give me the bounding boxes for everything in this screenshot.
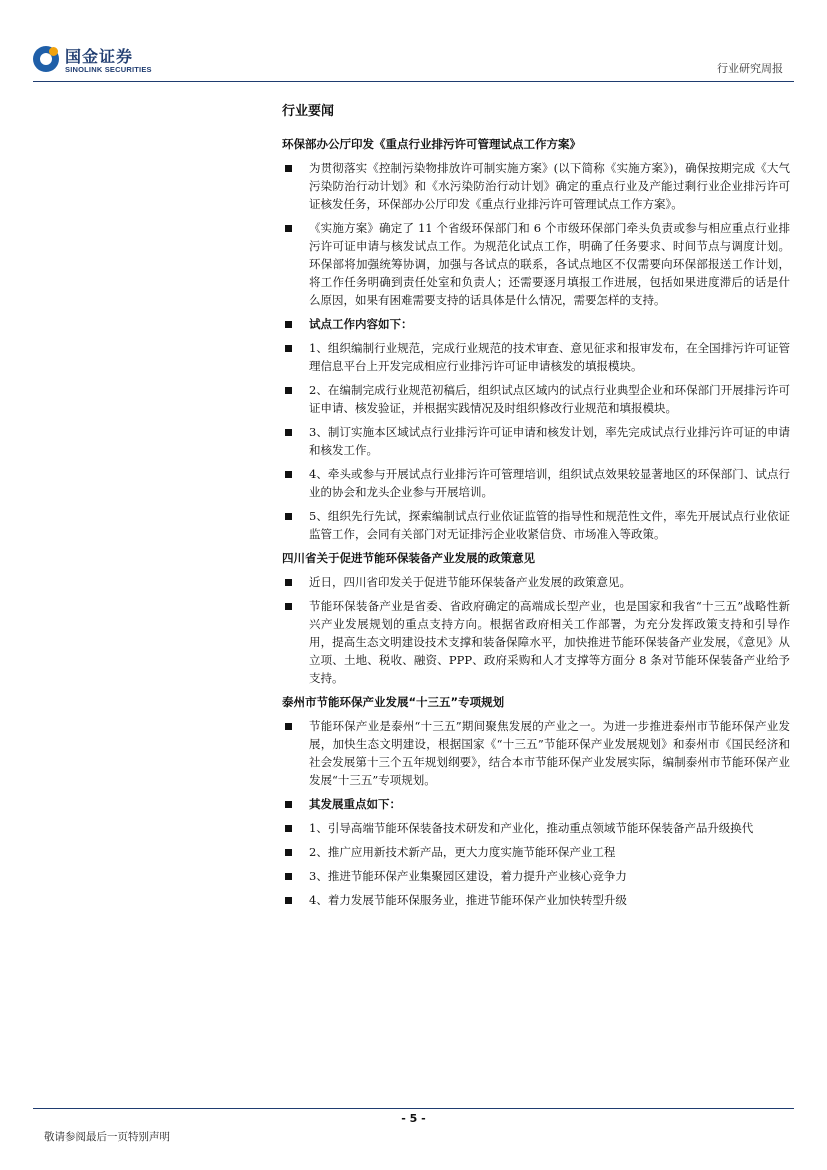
list-item xyxy=(282,423,790,459)
disclaimer-text: 敬请参阅最后一页特别声明 xyxy=(44,1131,170,1143)
report-type-label: 行业研究周报 xyxy=(717,62,783,75)
list-item-text: 近日，四川省印发关于促进节能环保装备产业发展的政策意见。 xyxy=(309,575,631,589)
page-header xyxy=(0,0,827,84)
list-item-text: 其发展重点如下： xyxy=(309,797,401,811)
section-title: 行业要闻 xyxy=(282,104,335,119)
list-item-text: 4、牵头或参与开展试点行业排污许可管理培训，组织试点效果较显著地区的环保部门、试点行业的协会和龙头企业参与开展培训。 xyxy=(309,467,790,499)
square-bullet-icon xyxy=(285,513,292,520)
list-subheading xyxy=(282,315,790,333)
list-item-text: 1、引导高端节能环保装备技术研发和产业化，推动重点领域节能环保装备产品升级换代 xyxy=(309,821,754,835)
list-item xyxy=(282,381,790,417)
list-item-text: 为贯彻落实《控制污染物排放许可制实施方案》(以下简称《实施方案》)，确保按期完成《大气污染防治行动计划》和《水污染防治行动计划》确定的重点行业及产能过剩行业企业排污许可证核发任务，环保部办公厅印发《重点行业排污许可管理试点工作方案》。 xyxy=(309,161,790,211)
square-bullet-icon xyxy=(285,387,292,394)
square-bullet-icon xyxy=(285,579,292,586)
company-logo xyxy=(33,44,163,78)
list-item xyxy=(282,219,790,309)
article-title: 四川省关于促进节能环保装备产业发展的政策意见 xyxy=(282,551,535,565)
list-item-text: 3、制订实施本区域试点行业排污许可证申请和核发计划，率先完成试点行业排污许可证的申请和核发工作。 xyxy=(309,425,790,457)
square-bullet-icon xyxy=(285,603,292,610)
main-content xyxy=(282,100,790,915)
list-item xyxy=(282,891,790,909)
article-title: 环保部办公厅印发《重点行业排污许可管理试点工作方案》 xyxy=(282,137,581,151)
square-bullet-icon xyxy=(285,471,292,478)
square-bullet-icon xyxy=(285,225,292,232)
list-item-text: 1、组织编制行业规范，完成行业规范的技术审查、意见征求和报审发布，在全国排污许可证管理信息平台上开发完成相应行业排污许可证申请核发的填报模块。 xyxy=(309,341,790,373)
square-bullet-icon xyxy=(285,723,292,730)
page-number: - 5 - xyxy=(401,1112,426,1125)
list-item xyxy=(282,465,790,501)
square-bullet-icon xyxy=(285,345,292,352)
article-list xyxy=(282,135,790,909)
list-item xyxy=(282,843,790,861)
list-item xyxy=(282,573,790,591)
list-subheading xyxy=(282,795,790,813)
square-bullet-icon xyxy=(285,873,292,880)
square-bullet-icon xyxy=(285,897,292,904)
list-item-text: 2、在编制完成行业规范初稿后，组织试点区域内的试点行业典型企业和环保部门开展排污许可证申请、核发验证，并根据实践情况及时组织修改行业规范和填报模块。 xyxy=(309,383,790,415)
article-title: 泰州市节能环保产业发展“十三五”专项规划 xyxy=(282,695,505,709)
list-item-text: 《实施方案》确定了 11 个省级环保部门和 6 个市级环保部门牵头负责或参与相应重点行业排污许可证申请与核发试点工作。为规范化试点工作，明确了任务要求、时间节点与调度计划。环保部将加强统筹协调，加强与各试点的联系，各试点地区不仅需要向环保部报送工作计划，将工作任务明确到责任处室和负责人；还需要逐月填报工作进展，包括如果进度滞后的话是什么原因，如果有困难需要支持的话具体是什么情况，需要怎样的支持。 xyxy=(309,221,790,307)
list-item xyxy=(282,597,790,687)
square-bullet-icon xyxy=(285,429,292,436)
list-item xyxy=(282,867,790,885)
square-bullet-icon xyxy=(285,321,292,328)
list-item xyxy=(282,507,790,543)
logo-icon xyxy=(33,46,59,72)
list-item xyxy=(282,717,790,789)
square-bullet-icon xyxy=(285,801,292,808)
list-item xyxy=(282,159,790,213)
list-item-text: 试点工作内容如下： xyxy=(309,317,413,331)
logo-english-name: SINOLINK SECURITIES xyxy=(65,65,152,74)
header-divider xyxy=(33,81,794,82)
list-item-text: 5、组织先行先试，探索编制试点行业依证监管的指导性和规范性文件，率先开展试点行业依证监管工作，会同有关部门对无证排污企业收紧信贷、市场准入等政策。 xyxy=(309,509,790,541)
list-item-text: 3、推进节能环保产业集聚园区建设，着力提升产业核心竞争力 xyxy=(309,869,627,883)
square-bullet-icon xyxy=(285,825,292,832)
list-item-text: 节能环保装备产业是省委、省政府确定的高端成长型产业，也是国家和我省“十三五”战略性新兴产业发展规划的重点支持方向。根据省政府相关工作部署，为充分发挥政策支持和引导作用，提高生态文明建设技术支撑和装备保障水平，加快推进节能环保装备产业发展，《意见》从立项、土地、税收、融资、PPP、政府采购和人才支撑等方面分 8 条对节能环保装备产业给予支持。 xyxy=(309,599,790,685)
square-bullet-icon xyxy=(285,165,292,172)
list-item-text: 4、着力发展节能环保服务业，推进节能环保产业加快转型升级 xyxy=(309,893,627,907)
list-item xyxy=(282,819,790,837)
list-item-text: 2、推广应用新技术新产品，更大力度实施节能环保产业工程 xyxy=(309,845,616,859)
square-bullet-icon xyxy=(285,849,292,856)
list-item-text: 节能环保产业是泰州“十三五”期间聚焦发展的产业之一。为进一步推进泰州市节能环保产业发展，加快生态文明建设，根据国家《“十三五”节能环保产业发展规划》和泰州市《国民经济和社会发展第十三个五年规划纲要》，结合本市节能环保产业发展实际，编制泰州市节能环保产业发展“十三五”专项规划。 xyxy=(309,719,790,787)
logo-chinese-name: 国金证券 xyxy=(65,47,134,66)
footer-divider xyxy=(33,1108,794,1109)
list-item xyxy=(282,339,790,375)
